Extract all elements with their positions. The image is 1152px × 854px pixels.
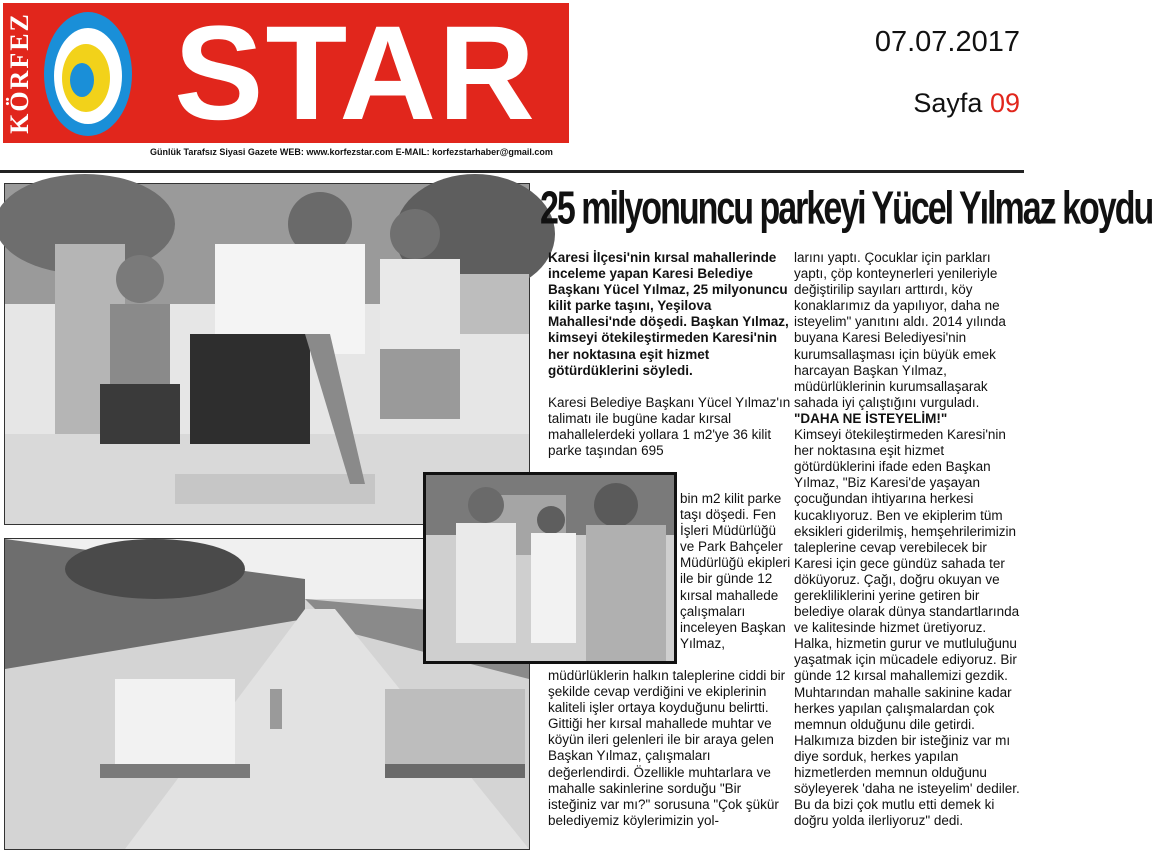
page-label: Sayfa <box>913 88 983 118</box>
article-body-column-2-bottom: müdürlüklerin halkın taleplerine ciddi bir şekilde cevap verdiğini ve ekiplerinin kaliteli işler ortaya koyduğunu belirtti. Gittiği her kırsal mahallede muhtar ve köyün ileri gelenleri ile bir araya gelen Başkan Yılmaz, çalışmaları değerlendirdi. Özellikle muhtarlara ve mahalle sakinlerine sorduğu "Bir isteğiniz var mı?" sorusuna "Çok şükür belediyemiz köylerimizin yol- <box>548 668 786 828</box>
masthead-tagline: Günlük Tarafsız Siyasi Gazete WEB: www.korfezstar.com E-MAIL: korfezstarhaber@gmail.com <box>150 147 553 157</box>
article-paragraph: Kimseyi ötekileştirmeden Karesi'nin her noktasına eşit hizmet götürdüklerini ifade eden Başkan Yılmaz, "Biz Karesi'de yaşayan çocuğundan ihtiyarına herkesi kucaklıyoruz. Ben ve ekiplerim tüm eksikleri giderilmiş, hemşehrilerimizin taleplerine cevap verebilecek bir Karesi için gece gündüz sahada ter döküyoruz. Çağı, doğru okuyan ve gerekliliklerini yerine getiren bir belediye olarak dünya standartlarında ve kalitesinde hizmet üretiyoruz. Halka, hizmetin gurur ve mutluluğunu yaşatmak için mücadele ediyoruz. Bir günde 12 kırsal mahallemizi gezdik. Muhtarından mahalle sakinine kadar herkes yapılan çalışmalardan çok memnun olduğunu dile getirdi. Halkımıza bizden bir isteğiniz var mı diye sorduk, herkes yapılan hizmetlerden memnun olduğunu söyleyerek 'daha ne isteyelim' dediler. Bu da bizi çok mutlu etti demek ki doğru yolda ilerliyoruz" dedi. <box>794 427 1020 829</box>
article-body-column-2-narrow: bin m2 kilit parke taşı döşedi. Fen İşleri Müdürlüğü ve Park Bahçeler Müdürlüğü ekipleri ile bir günde 12 kırsal mahallede çalışmaları inceleyen Başkan Yılmaz, <box>680 491 791 651</box>
header-rule <box>0 170 1024 173</box>
article-paragraph: larını yaptı. Çocuklar için parkları yaptı, çöp konteynerleri yenileriyle değiştirilip sayıları arttırdı, köy konaklarımız da yapılıyor, daha ne isteyelim" yanıtını aldı. 2014 yılında buyana Karesi Belediyesi'nin kurumsallaşması için büyük emek harcayan Başkan Yılmaz, müdürlüklerinin kurumsallaşarak sahada iyi çalıştığını vurguladı. <box>794 250 1006 410</box>
page-number <box>850 88 1020 119</box>
photo-inset-image <box>426 475 674 661</box>
photo-handshake-inset <box>423 472 677 664</box>
masthead-side-text: KÖRFEZ <box>5 12 35 134</box>
logo-egg-icon <box>42 10 134 138</box>
article-lede: Karesi İlçesi'nin kırsal mahallerinde inceleme yapan Karesi Belediye Başkanı Yücel Yılmaz, 25 milyonuncu kilit parke taşını, Yeşilova Mahallesi'nde döşedi. Başkan Yılmaz, kimseyi ötekileştirmeden Karesi'nin her noktasına eşit hizmet götürdüklerini söyledi. <box>548 250 789 378</box>
issue-date: 07.07.2017 <box>874 26 1020 58</box>
article-body-column-2-top: Karesi Belediye Başkanı Yücel Yılmaz'ın talimatı ile bugüne kadar kırsal mahallelerdeki yollara 1 m2'ye 36 kilit parke taşından 695 <box>548 395 791 459</box>
article-headline: 25 milyonuncu parkeyi Yücel Yılmaz koydu <box>540 183 1152 235</box>
page-number-value: 09 <box>989 88 1020 118</box>
article-body-column-3 <box>794 250 1020 829</box>
article-subhead: "DAHA NE İSTEYELİM!" <box>794 410 948 426</box>
masthead-wordmark: STAR <box>174 0 537 148</box>
